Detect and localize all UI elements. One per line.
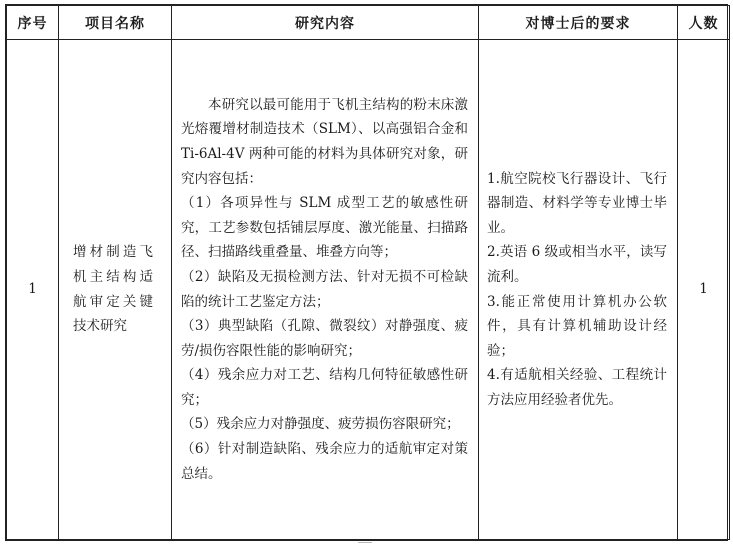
- requirement-item-4: 4.有适航相关经验、工程统计方法应用经验者优先。: [487, 367, 667, 408]
- project-name-text: 增材制造飞机主结构适航审定关键技术研究: [73, 244, 153, 335]
- header-project-name: 项目名称: [59, 6, 172, 40]
- requirement-item-1: 1.航空院校飞行器设计、飞行器制造、材料学等专业博士毕业。: [487, 170, 667, 236]
- content-item-2: （2）缺陷及无损检测方法、针对无损不可检缺陷的统计工艺鉴定方法；: [181, 268, 468, 310]
- content-intro: 本研究以最可能用于飞机主结构的粉末床激光熔覆增材制造技术（SLM）、以高强铝合金和 Ti-6Al-4V 两种可能的材料为具体研究对象，研究内容包括：: [181, 96, 468, 187]
- requirement-item-3: 3.能正常使用计算机办公软件，具有计算机辅助设计经验；: [487, 293, 667, 359]
- content-item-1: （1）各项异性与 SLM 成型工艺的敏感性研究，工艺参数包括铺层厚度、激光能量、扫描路径、扫描路线重叠量、堆叠方向等；: [181, 195, 468, 261]
- content-item-6: （6）针对制造缺陷、残余应力的适航审定对策总结。: [181, 441, 468, 482]
- table-row: [7, 40, 730, 540]
- cell-count: 1: [678, 40, 730, 540]
- content-item-4: （4）残余应力对工艺、结构几何特征敏感性研究；: [181, 367, 468, 408]
- table-header-row: [7, 6, 730, 40]
- requirement-item-2: 2.英语 6 级或相当水平，读写流利。: [487, 244, 667, 285]
- header-count: 人数: [678, 6, 730, 40]
- cell-index: 1: [7, 40, 59, 540]
- header-requirements: 对博士后的要求: [479, 6, 678, 40]
- content-item-5: （5）残余应力对静强度、疲劳损伤容限研究；: [181, 416, 460, 433]
- header-research-content: 研究内容: [172, 6, 479, 40]
- positions-table: [6, 5, 730, 540]
- header-index: 序号: [7, 6, 59, 40]
- cell-research-content: [172, 40, 479, 540]
- positions-table-frame: [5, 4, 728, 541]
- content-item-3: （3）典型缺陷（孔隙、微裂纹）对静强度、疲劳/损伤容限性能的影响研究；: [181, 318, 468, 359]
- page-edge-mark: [358, 542, 372, 546]
- cell-project-name: [59, 40, 172, 540]
- cell-requirements: [479, 40, 678, 540]
